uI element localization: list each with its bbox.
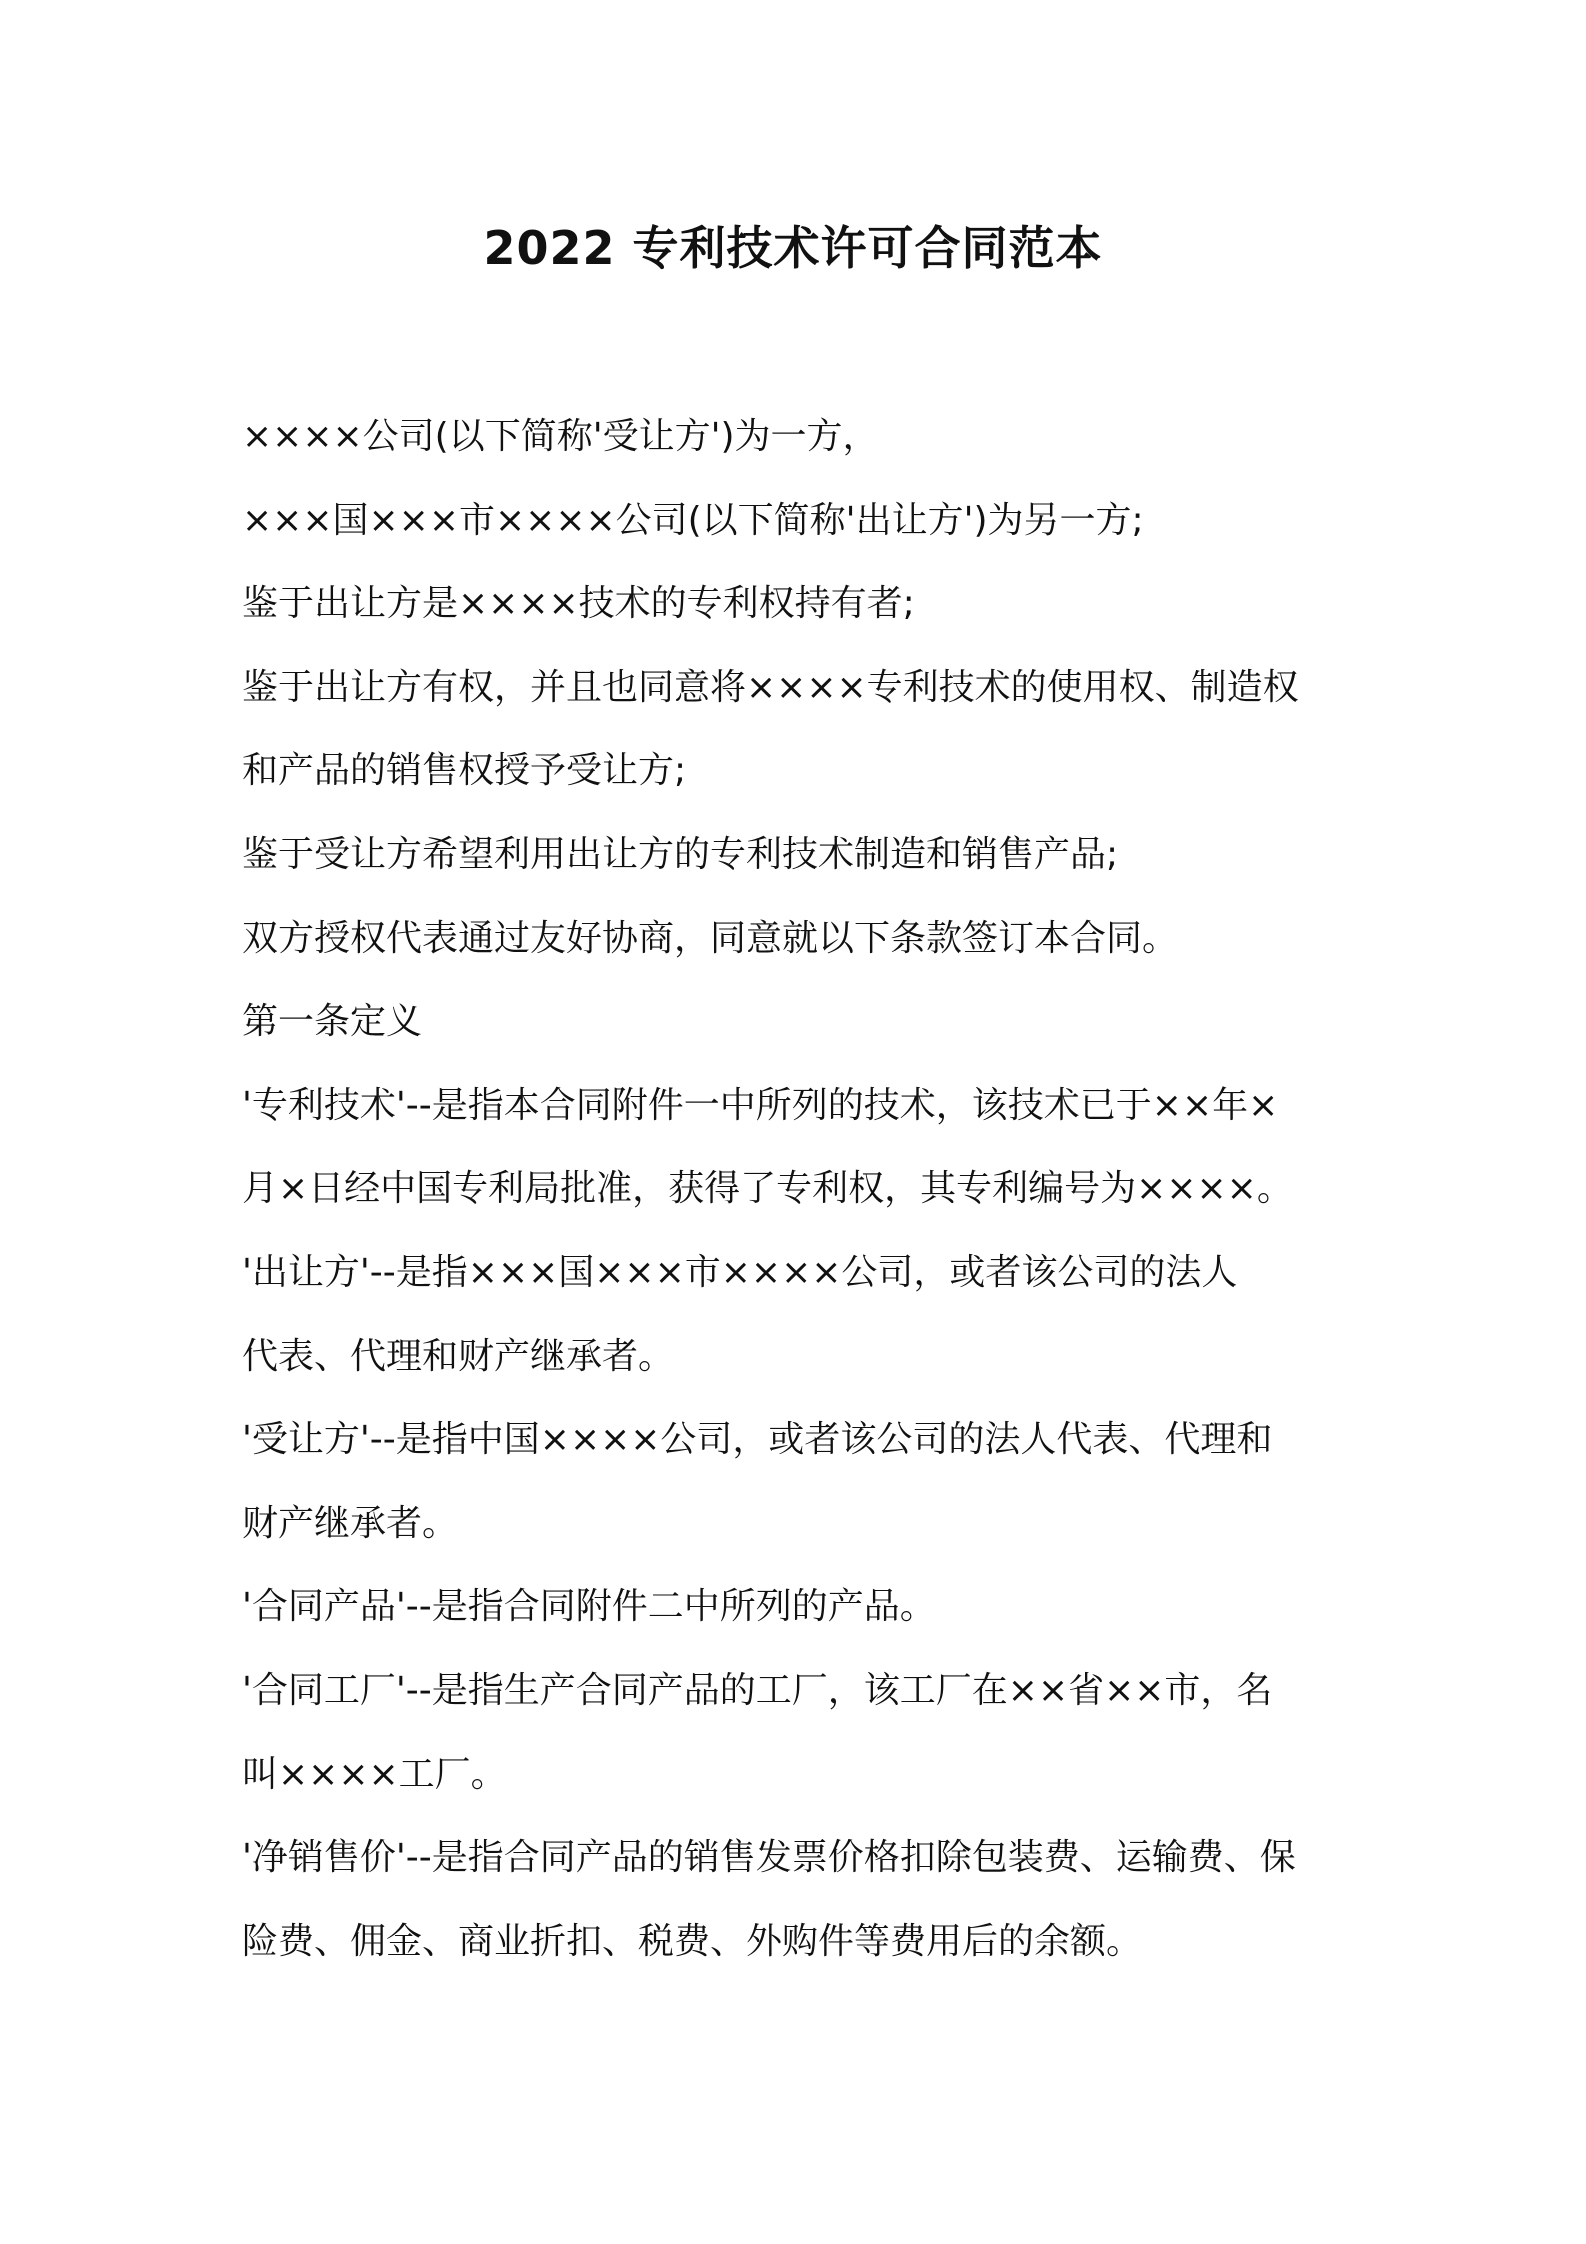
text-line: ××××公司(以下简称'受让方')为一方， (242, 416, 879, 457)
text-line: 鉴于出让方是××××技术的专利权持有者; (242, 583, 915, 625)
text-line: 和产品的销售权授予受让方; (242, 750, 687, 792)
document-title: 2022 专利技术许可合同范本 (483, 221, 1103, 275)
text-line: '受让方'--是指中国××××公司，或者该公司的法人代表、代理和 (242, 1419, 1273, 1461)
section-heading: 第一条定义 (242, 1001, 423, 1043)
text-line: 财产继承者。 (242, 1502, 459, 1544)
document-body (242, 395, 1362, 1983)
text-line: 叫××××工厂。 (242, 1753, 507, 1795)
text-line: '专利技术'--是指本合同附件一中所列的技术，该技术已于××年× (242, 1084, 1279, 1126)
text-line: 月×日经中国专利局批准，获得了专利权，其专利编号为××××。 (242, 1168, 1293, 1210)
text-line: '合同产品'--是指合同附件二中所列的产品。 (242, 1586, 936, 1628)
text-line: ×××国×××市××××公司(以下简称'出让方')为另一方; (242, 499, 1144, 541)
text-line: 鉴于出让方有权，并且也同意将××××专利技术的使用权、制造权 (242, 666, 1299, 708)
text-line: 双方授权代表通过友好协商，同意就以下条款签订本合同。 (242, 917, 1179, 959)
text-line: '出让方'--是指×××国×××市××××公司，或者该公司的法人 (242, 1251, 1238, 1293)
text-line: 鉴于受让方希望利用出让方的专利技术制造和销售产品; (242, 833, 1119, 875)
text-line: '净销售价'--是指合同产品的销售发票价格扣除包装费、运输费、保 (242, 1837, 1296, 1879)
text-line: 代表、代理和财产继承者。 (242, 1335, 675, 1377)
text-line: 险费、佣金、商业折扣、税费、外购件等费用后的余额。 (242, 1920, 1143, 1962)
text-line: '合同工厂'--是指生产合同产品的工厂，该工厂在××省××市，名 (242, 1669, 1273, 1711)
